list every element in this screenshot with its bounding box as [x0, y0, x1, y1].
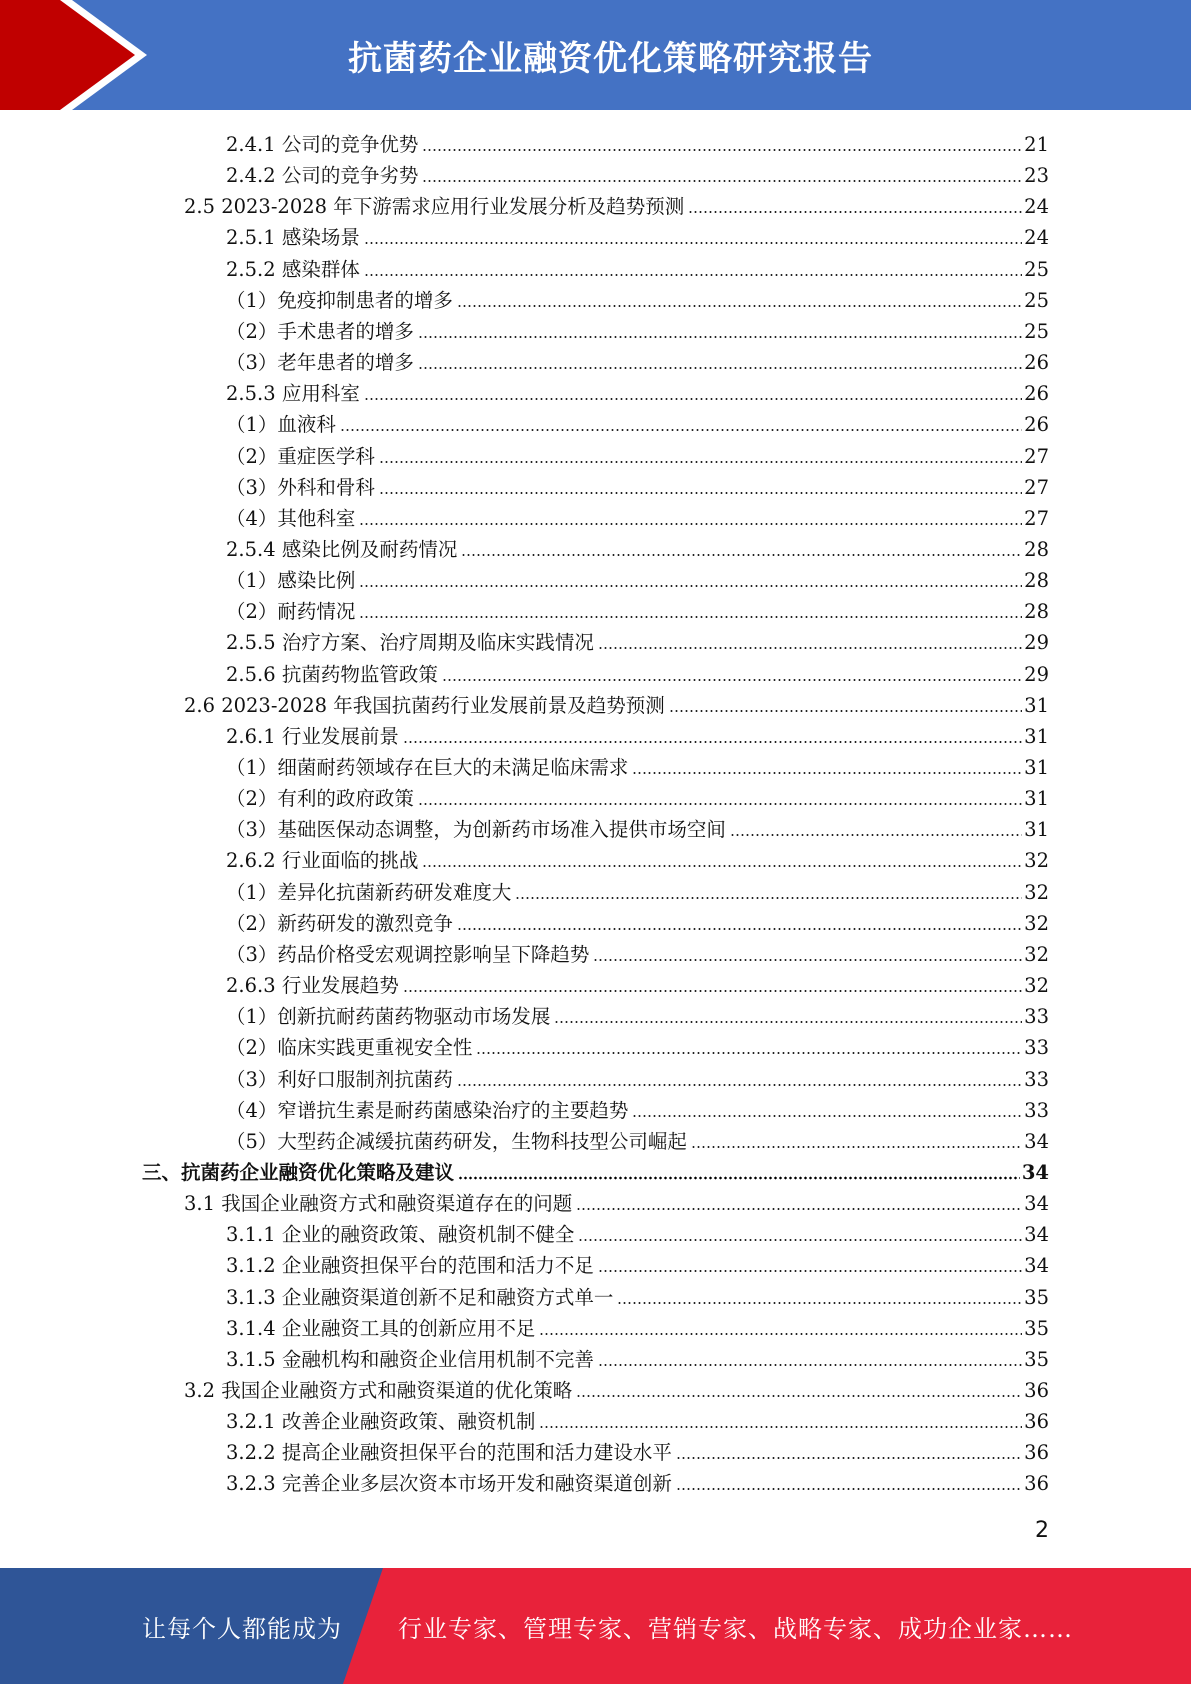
toc-entry[interactable] — [226, 1434, 1049, 1465]
toc-entry-page: 27 — [1024, 475, 1049, 499]
toc-entry[interactable] — [226, 406, 1049, 437]
toc-entry-page: 29 — [1024, 631, 1049, 655]
toc-entry[interactable] — [226, 624, 1049, 655]
toc-entry-title: （2）有利的政府政策 — [226, 787, 414, 811]
toc-entry-page: 34 — [1024, 1254, 1049, 1278]
toc-entry-page: 31 — [1024, 724, 1049, 748]
toc-entry-page: 25 — [1024, 288, 1049, 312]
toc-entry-page: 31 — [1024, 756, 1049, 779]
toc-leader-dots — [379, 459, 1022, 465]
toc-entry-title: 2.5.4 感染比例及耐药情况 — [226, 537, 458, 561]
toc-entry-title: 2.5.6 抗菌药物监管政策 — [226, 662, 438, 686]
toc-entry-title: 3.1.3 企业融资渠道创新不足和融资方式单一 — [226, 1285, 614, 1309]
toc-leader-dots — [403, 988, 1022, 994]
toc-entry-title: （1）差异化抗菌新药研发难度大 — [226, 880, 512, 904]
toc-leader-dots — [617, 1300, 1022, 1306]
toc-entry-page: 25 — [1024, 257, 1049, 281]
toc-leader-dots — [359, 583, 1022, 589]
toc-entry-title: 3.1.4 企业融资工具的创新应用不足 — [226, 1316, 536, 1340]
toc-entry-page: 28 — [1024, 600, 1049, 624]
toc-leader-dots — [418, 801, 1022, 807]
toc-entry[interactable] — [226, 562, 1049, 593]
toc-leader-dots — [364, 396, 1022, 402]
toc-leader-dots — [576, 1393, 1022, 1399]
toc-entry[interactable] — [226, 998, 1049, 1029]
toc-entry-title: （4）其他科室 — [226, 506, 356, 530]
toc-entry-title: （1）免疫抑制患者的增多 — [226, 288, 453, 312]
toc-leader-dots — [457, 1082, 1022, 1088]
toc-leader-dots — [578, 1237, 1022, 1243]
toc-entry-page: 24 — [1024, 195, 1049, 219]
toc-entry-title: 2.5.5 治疗方案、治疗周期及临床实践情况 — [226, 631, 594, 655]
toc-entry-title: 2.5 2023-2028 年下游需求应用行业发展分析及趋势预测 — [184, 195, 685, 219]
toc-leader-dots — [418, 365, 1022, 371]
toc-entry[interactable] — [226, 500, 1049, 531]
toc-entry-page: 21 — [1024, 133, 1049, 156]
toc-entry[interactable] — [226, 1247, 1049, 1278]
toc-leader-dots — [458, 1175, 1020, 1181]
page-header — [0, 0, 1191, 110]
toc-entry[interactable] — [226, 438, 1049, 469]
toc-entry-title: 3.1.2 企业融资担保平台的范围和活力不足 — [226, 1254, 594, 1278]
toc-entry-title: 3.2.3 完善企业多层次资本市场开发和融资渠道创新 — [226, 1472, 672, 1496]
toc-entry[interactable] — [226, 1403, 1049, 1434]
toc-leader-dots — [403, 739, 1022, 745]
toc-leader-dots — [632, 1113, 1022, 1119]
toc-leader-dots — [422, 178, 1022, 184]
toc-entry-title: 3.1.5 金融机构和融资企业信用机制不完善 — [226, 1347, 594, 1371]
toc-leader-dots — [598, 1268, 1022, 1274]
toc-leader-dots — [669, 708, 1022, 714]
toc-entry-title: 2.6 2023-2028 年我国抗菌药行业发展前景及趋势预测 — [184, 693, 665, 717]
toc-entry[interactable] — [226, 282, 1049, 313]
toc-entry-page: 34 — [1024, 1192, 1049, 1216]
toc-entry-page: 26 — [1024, 382, 1049, 406]
toc-entry-page: 29 — [1024, 662, 1049, 686]
toc-entry-page: 32 — [1024, 911, 1049, 935]
toc-entry[interactable] — [184, 188, 1049, 219]
toc-entry[interactable] — [184, 1372, 1049, 1403]
toc-entry-page: 36 — [1024, 1379, 1049, 1402]
toc-entry-page: 25 — [1024, 319, 1049, 343]
toc-entry-title: （3）外科和骨科 — [226, 475, 375, 499]
toc-entry[interactable] — [226, 718, 1049, 749]
toc-entry-page: 36 — [1024, 1472, 1049, 1496]
toc-entry-page: 35 — [1024, 1316, 1049, 1340]
toc-leader-dots — [539, 1424, 1022, 1430]
toc-leader-dots — [457, 303, 1022, 309]
toc-leader-dots — [461, 552, 1022, 558]
toc-entry-title: 2.5.1 感染场景 — [226, 226, 360, 250]
toc-entry-page: 31 — [1024, 818, 1049, 842]
toc-entry-title: （2）临床实践更重视安全性 — [226, 1036, 473, 1060]
toc-entry-title: （1）创新抗耐药菌药物驱动市场发展 — [226, 1005, 551, 1029]
toc-entry[interactable] — [226, 874, 1049, 905]
toc-entry-title: 3.2.2 提高企业融资担保平台的范围和活力建设水平 — [226, 1441, 672, 1465]
toc-entry-page: 32 — [1024, 942, 1049, 966]
toc-entry[interactable] — [226, 1465, 1049, 1496]
toc-leader-dots — [359, 614, 1022, 620]
toc-entry[interactable] — [226, 344, 1049, 375]
toc-entry-page: 36 — [1024, 1410, 1049, 1434]
toc-entry-page: 31 — [1024, 693, 1049, 717]
toc-leader-dots — [515, 895, 1022, 901]
toc-entry[interactable] — [226, 936, 1049, 967]
toc-entry[interactable] — [226, 1279, 1049, 1310]
toc-leader-dots — [379, 490, 1022, 496]
toc-entry-title: 三、抗菌药企业融资优化策略及建议 — [142, 1160, 455, 1184]
toc-entry-title: 2.5.3 应用科室 — [226, 382, 360, 406]
toc-entry[interactable] — [226, 593, 1049, 624]
page-number: 2 — [1035, 1518, 1049, 1543]
toc-entry-page: 35 — [1024, 1347, 1049, 1371]
toc-entry[interactable] — [226, 749, 1049, 780]
toc-entry[interactable] — [226, 157, 1049, 188]
toc-entry-title: 3.1.1 企业的融资政策、融资机制不健全 — [226, 1223, 575, 1247]
toc-entry[interactable] — [226, 1029, 1049, 1060]
toc-entry-title: （1）感染比例 — [226, 569, 356, 593]
toc-leader-dots — [442, 677, 1022, 683]
toc-leader-dots — [730, 832, 1022, 838]
toc-leader-dots — [340, 427, 1022, 433]
toc-leader-dots — [457, 926, 1022, 932]
toc-entry[interactable] — [226, 780, 1049, 811]
toc-entry[interactable] — [226, 811, 1049, 842]
toc-entry-page: 24 — [1024, 226, 1049, 250]
toc-entry-title: 2.4.2 公司的竞争劣势 — [226, 164, 419, 188]
toc-entry-title: （4）窄谱抗生素是耐药菌感染治疗的主要趋势 — [226, 1098, 629, 1122]
toc-entry-title: 3.2 我国企业融资方式和融资渠道的优化策略 — [184, 1379, 573, 1402]
toc-entry-page: 34 — [1021, 1160, 1049, 1184]
toc-entry[interactable] — [226, 1123, 1049, 1154]
toc-entry-page: 34 — [1024, 1223, 1049, 1247]
toc-entry-title: （3）药品价格受宏观调控影响呈下降趋势 — [226, 942, 590, 966]
toc-entry-title: 2.6.2 行业面临的挑战 — [226, 849, 419, 873]
toc-entry-page: 27 — [1024, 444, 1049, 468]
toc-leader-dots — [688, 209, 1022, 215]
toc-entry[interactable] — [184, 687, 1049, 718]
toc-entry-title: （2）耐药情况 — [226, 600, 356, 624]
toc-entry[interactable] — [226, 1092, 1049, 1123]
toc-entry[interactable] — [226, 313, 1049, 344]
toc-leader-dots — [364, 240, 1022, 246]
toc-leader-dots — [359, 521, 1022, 527]
toc-leader-dots — [576, 1206, 1022, 1212]
page-footer — [0, 1568, 1191, 1684]
toc-entry[interactable] — [226, 219, 1049, 250]
toc-entry-page: 28 — [1024, 537, 1049, 561]
toc-entry[interactable] — [226, 375, 1049, 406]
toc-entry[interactable] — [226, 967, 1049, 998]
toc-entry[interactable] — [226, 1061, 1049, 1092]
toc-entry-page: 32 — [1024, 974, 1049, 998]
toc-entry[interactable] — [226, 531, 1049, 562]
toc-leader-dots — [422, 147, 1022, 153]
toc-entry-page: 27 — [1024, 506, 1049, 530]
toc-entry-title: 3.1 我国企业融资方式和融资渠道存在的问题 — [184, 1192, 573, 1216]
toc-entry[interactable] — [184, 1185, 1049, 1216]
toc-entry-page: 32 — [1024, 880, 1049, 904]
toc-entry-page: 23 — [1024, 164, 1049, 188]
toc-leader-dots — [539, 1331, 1022, 1337]
toc-leader-dots — [632, 770, 1022, 776]
footer-slogan-right: 行业专家、管理专家、营销专家、战略专家、成功企业家…… — [398, 1614, 1073, 1643]
toc-entry[interactable] — [226, 1341, 1049, 1372]
toc-entry-title: （3）基础医保动态调整，为创新药市场准入提供市场空间 — [226, 818, 726, 842]
toc-entry-page: 33 — [1024, 1005, 1049, 1029]
toc-entry-page: 35 — [1024, 1285, 1049, 1309]
toc-entry-title: （2）手术患者的增多 — [226, 319, 414, 343]
toc-entry-title: 3.2.1 改善企业融资政策、融资机制 — [226, 1410, 536, 1434]
toc-entry-page: 28 — [1024, 569, 1049, 593]
toc-entry-page: 33 — [1024, 1098, 1049, 1122]
toc-entry-page: 26 — [1024, 413, 1049, 437]
footer-slogan-left: 让每个人都能成为 — [142, 1614, 342, 1643]
toc-entry-page: 32 — [1024, 849, 1049, 873]
toc-entry[interactable] — [226, 1216, 1049, 1247]
toc-leader-dots — [598, 1362, 1022, 1368]
toc-entry-page: 26 — [1024, 351, 1049, 375]
toc-entry[interactable] — [226, 905, 1049, 936]
toc-leader-dots — [418, 334, 1022, 340]
toc-entry[interactable] — [226, 469, 1049, 500]
header-title: 抗菌药企业融资优化策略研究报告 — [348, 38, 873, 79]
toc-entry-title: 2.6.3 行业发展趋势 — [226, 974, 399, 998]
toc-entry[interactable] — [226, 656, 1049, 687]
toc-entry-title: （2）新药研发的激烈竞争 — [226, 911, 453, 935]
toc-entry[interactable] — [226, 126, 1049, 157]
toc-entry[interactable] — [226, 251, 1049, 282]
toc-leader-dots — [676, 1455, 1022, 1461]
toc-entry-page: 31 — [1024, 787, 1049, 811]
toc-entry-title: （1）血液科 — [226, 413, 336, 437]
toc-entry-title: 2.5.2 感染群体 — [226, 257, 360, 281]
toc-leader-dots — [676, 1486, 1022, 1492]
toc-entry-title: （3）老年患者的增多 — [226, 351, 414, 375]
toc-entry-title: （3）利好口服制剂抗菌药 — [226, 1067, 453, 1091]
toc-entry-page: 34 — [1024, 1129, 1049, 1153]
toc-entry-title: 2.6.1 行业发展前景 — [226, 724, 399, 748]
toc-entry[interactable] — [226, 1310, 1049, 1341]
toc-leader-dots — [476, 1050, 1022, 1056]
toc-entry-title: （5）大型药企减缓抗菌药研发，生物科技型公司崛起 — [226, 1129, 687, 1153]
toc-entry-title: （1）细菌耐药领域存在巨大的未满足临床需求 — [226, 756, 629, 779]
toc-leader-dots — [364, 272, 1022, 278]
toc-entry[interactable] — [142, 1154, 1049, 1185]
toc-leader-dots — [554, 1019, 1022, 1025]
toc-leader-dots — [422, 863, 1022, 869]
toc-entry[interactable] — [226, 842, 1049, 873]
toc-entry-title: 2.4.1 公司的竞争优势 — [226, 133, 419, 156]
toc-entry-title: （2）重症医学科 — [226, 444, 375, 468]
toc-entry-page: 33 — [1024, 1036, 1049, 1060]
toc-leader-dots — [598, 645, 1022, 651]
toc-leader-dots — [691, 1144, 1022, 1150]
toc-entry-page: 33 — [1024, 1067, 1049, 1091]
toc-entry-page: 36 — [1024, 1441, 1049, 1465]
toc-leader-dots — [593, 957, 1022, 963]
